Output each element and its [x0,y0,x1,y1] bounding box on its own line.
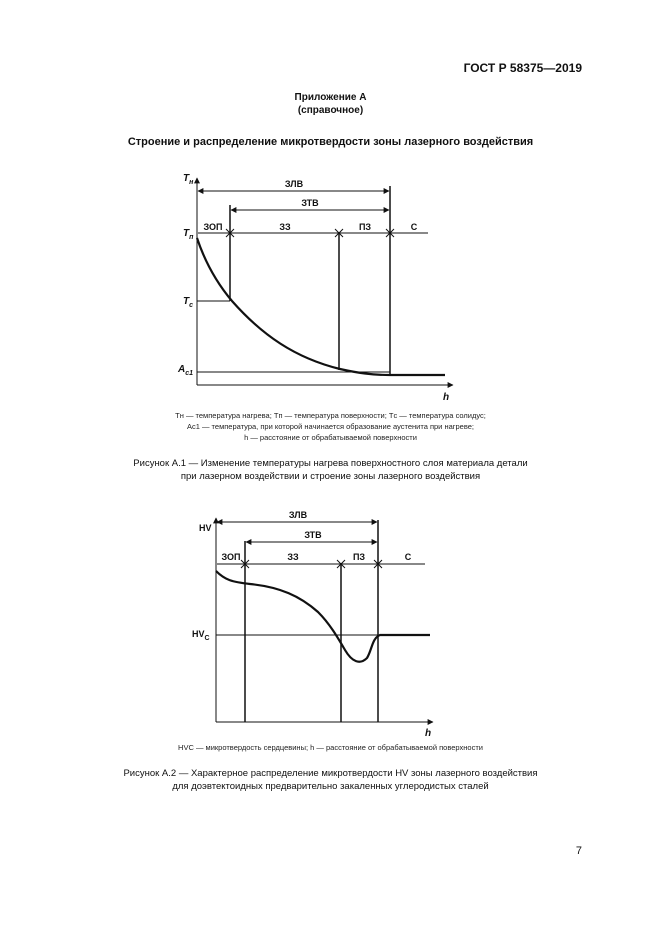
fig2-zone-ztv: ЗТВ [304,530,322,540]
svg-text:Tп [183,228,194,241]
section-title: Строение и распределение микротвердости зоны лазерного воздействия [127,136,534,148]
fig2-hvc-label: HV [192,629,205,639]
fig1-legend-line-1: Tн — температура нагрева; Tп — температура поверхности; Tс — температура солидус; [175,411,486,420]
fig1-zone-zz: ЗЗ [279,222,291,232]
fig2-hardness-curve [216,571,430,662]
fig1-zone-c: С [410,222,418,232]
svg-text:Tс [183,296,193,309]
fig1-legend-line-2: Aс1 — температура, при которой начинается образование аустенита при нагреве; [186,422,475,431]
svg-text:Tн [183,173,194,186]
fig2-caption-line-2: для доэвтектоидных предварительно закаленных углеродистых сталей [172,781,489,792]
fig1-zone-ztv: ЗТВ [301,198,319,208]
fig1-tp-label: T [183,228,190,239]
fig2-zone-c: С [404,552,412,562]
document-id: ГОСТ Р 58375—2019 [463,61,582,75]
fig2-hvc-sub: C [204,635,210,642]
fig1-caption-line-1: Рисунок А.1 — Изменение температуры нагрева поверхностного слоя материала детали [133,458,528,469]
fig2-zone-pz: ПЗ [352,552,366,562]
svg-text:Ac1 [177,364,193,377]
fig1-zone-zla: ЗЛВ [284,179,304,189]
fig1-tc-label: T [183,296,190,307]
figure-1-legend [0,410,661,443]
fig2-legend-line-1: HVC — микротвердость сердцевины; h — расстояние от обрабатываемой поверхности [178,743,483,752]
fig2-zone-zla: ЗЛВ [288,510,308,520]
fig2-zone-zz: ЗЗ [287,552,299,562]
fig1-caption-line-2: при лазерном воздействии и строение зоны лазерного воздействия [180,471,481,482]
annex-title: Приложение А [294,92,367,103]
fig1-zone-zop: ЗОП [203,222,223,232]
svg-text:HVC [192,629,210,642]
fig1-y-axis-sub: н [189,179,194,186]
fig1-tc-sub: с [189,302,194,309]
figure-2-legend [0,742,661,753]
page-number: 7 [575,845,582,857]
fig1-x-axis-label: h [443,392,450,403]
fig1-temperature-curve [197,238,445,375]
fig2-zone-zop: ЗОП [221,552,241,562]
fig2-x-axis-label: h [425,728,432,739]
fig1-zone-pz: ПЗ [358,222,372,232]
fig1-legend-line-3: h — расстояние от обрабатываемой поверхности [244,433,417,442]
fig1-y-axis-label: T [183,173,190,184]
fig1-ac1-label: A [178,364,186,375]
fig2-y-axis-label: HV [199,523,212,533]
fig1-ac1-sub: c1 [185,370,194,377]
figure-1-caption [0,457,661,483]
fig2-caption-line-1: Рисунок А.2 — Характерное распределение микротвердости HV зоны лазерного воздействия [123,768,538,779]
fig1-tp-sub: п [189,234,194,241]
figure-2-caption [0,767,661,793]
annex-subtitle: (справочное) [297,105,364,116]
